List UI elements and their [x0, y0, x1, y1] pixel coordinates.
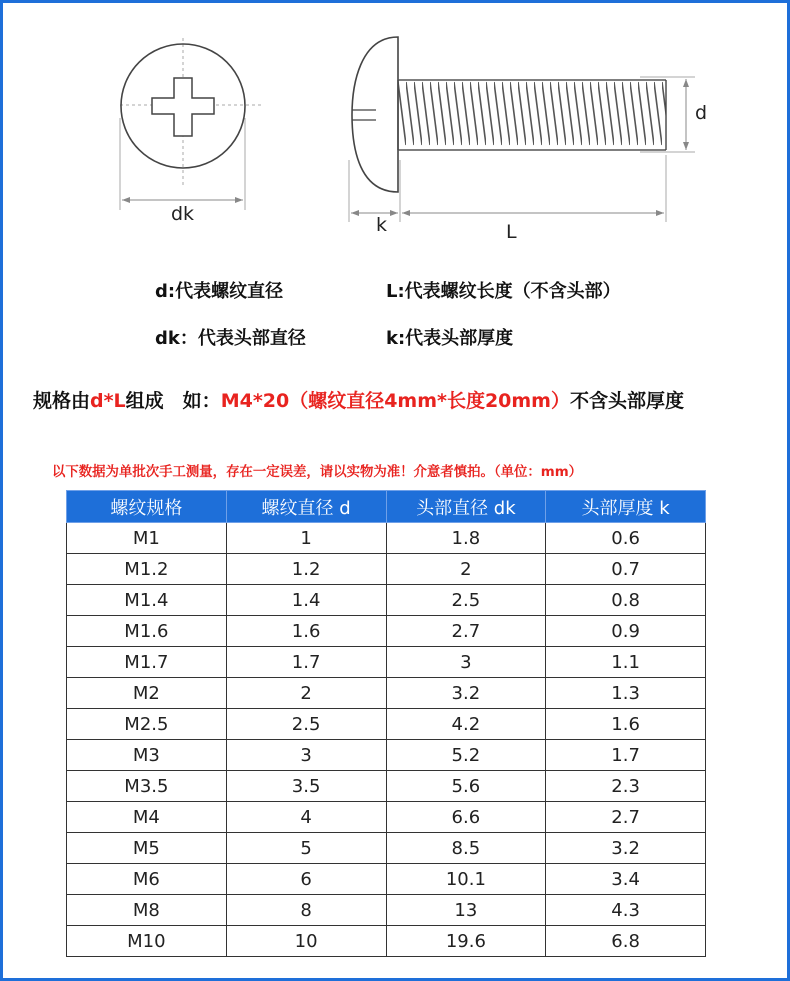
table-cell: 4: [226, 802, 386, 833]
legend-dk: dk：代表头部直径: [155, 328, 306, 349]
table-cell: M2.5: [67, 709, 227, 740]
table-cell: 1.8: [386, 523, 546, 554]
table-cell: 13: [386, 895, 546, 926]
table-cell: 10: [226, 926, 386, 957]
table-cell: 2.7: [546, 802, 706, 833]
table-cell: M6: [67, 864, 227, 895]
table-row: [67, 895, 706, 926]
legend-d: d:代表螺纹直径: [155, 281, 284, 302]
table-row: [67, 647, 706, 678]
legend-k: k:代表头部厚度: [386, 328, 514, 349]
table-cell: M1.7: [67, 647, 227, 678]
spec-prefix: 规格由: [33, 390, 91, 412]
table-cell: M4: [67, 802, 227, 833]
table-cell: 1.6: [226, 616, 386, 647]
table-cell: M2: [67, 678, 227, 709]
table-header-row: [67, 491, 706, 523]
table-cell: M3: [67, 740, 227, 771]
col-header-d: 螺纹直径 d: [226, 491, 386, 523]
table-cell: M1.2: [67, 554, 227, 585]
table-cell: 0.7: [546, 554, 706, 585]
table-cell: 1.7: [546, 740, 706, 771]
table-row: [67, 554, 706, 585]
table-row: [67, 709, 706, 740]
dim-label-dk: dk: [171, 203, 195, 225]
screw-diagram: [0, 0, 790, 260]
table-cell: 2.5: [226, 709, 386, 740]
spec-table: [66, 490, 706, 957]
spec-middle: 组成 如：: [125, 390, 221, 412]
table-cell: M1: [67, 523, 227, 554]
table-row: [67, 740, 706, 771]
table-row: [67, 523, 706, 554]
table-cell: 1.1: [546, 647, 706, 678]
table-cell: 0.9: [546, 616, 706, 647]
table-row: [67, 802, 706, 833]
table-cell: 10.1: [386, 864, 546, 895]
dim-label-L: L: [506, 221, 517, 243]
table-row: [67, 585, 706, 616]
table-cell: 3: [386, 647, 546, 678]
table-cell: M5: [67, 833, 227, 864]
table-cell: 5.2: [386, 740, 546, 771]
table-cell: M3.5: [67, 771, 227, 802]
phillips-cross-icon: [152, 78, 214, 136]
dim-label-d: d: [695, 102, 708, 124]
table-cell: 5.6: [386, 771, 546, 802]
table-cell: 8.5: [386, 833, 546, 864]
table-cell: 3.4: [546, 864, 706, 895]
dim-label-k: k: [376, 214, 388, 236]
table-cell: 3: [226, 740, 386, 771]
legend-L: L:代表螺纹长度（不含头部）: [386, 281, 621, 302]
table-cell: 3.5: [226, 771, 386, 802]
spec-example: M4*20（螺纹直径4mm*长度20mm）: [220, 390, 570, 412]
spec-formula: d*L: [90, 390, 126, 412]
table-cell: M8: [67, 895, 227, 926]
table-row: [67, 771, 706, 802]
table-cell: 0.8: [546, 585, 706, 616]
table-row: [67, 864, 706, 895]
table-cell: 3.2: [546, 833, 706, 864]
table-cell: M10: [67, 926, 227, 957]
col-header-dk: 头部直径 dk: [386, 491, 546, 523]
table-cell: 2: [226, 678, 386, 709]
table-cell: 3.2: [386, 678, 546, 709]
table-cell: 6.8: [546, 926, 706, 957]
table-cell: 1.2: [226, 554, 386, 585]
table-cell: 1.4: [226, 585, 386, 616]
table-cell: 2.5: [386, 585, 546, 616]
measurement-notice: 以下数据为单批次手工测量，存在一定误差，请以实物为准！介意者慎拍。（单位：mm）: [52, 465, 583, 480]
col-header-k: 头部厚度 k: [546, 491, 706, 523]
table-cell: 0.6: [546, 523, 706, 554]
screw-side-view: [349, 37, 695, 222]
spec-line: [33, 386, 684, 413]
table-cell: 1: [226, 523, 386, 554]
table-cell: 1.7: [226, 647, 386, 678]
table-cell: 19.6: [386, 926, 546, 957]
table-body: [67, 523, 706, 957]
col-header-spec: 螺纹规格: [67, 491, 227, 523]
table-cell: 5: [226, 833, 386, 864]
table-cell: 2.3: [546, 771, 706, 802]
table-cell: 2.7: [386, 616, 546, 647]
spec-suffix: 不含头部厚度: [569, 390, 684, 412]
table-cell: 8: [226, 895, 386, 926]
table-row: [67, 833, 706, 864]
table-cell: 4.2: [386, 709, 546, 740]
table-cell: M1.4: [67, 585, 227, 616]
table-cell: M1.6: [67, 616, 227, 647]
table-cell: 4.3: [546, 895, 706, 926]
table-row: [67, 926, 706, 957]
table-cell: 2: [386, 554, 546, 585]
table-row: [67, 616, 706, 647]
table-cell: 6: [226, 864, 386, 895]
head-top-view: [120, 38, 262, 210]
table-row: [67, 678, 706, 709]
table-cell: 1.3: [546, 678, 706, 709]
table-cell: 1.6: [546, 709, 706, 740]
table-cell: 6.6: [386, 802, 546, 833]
